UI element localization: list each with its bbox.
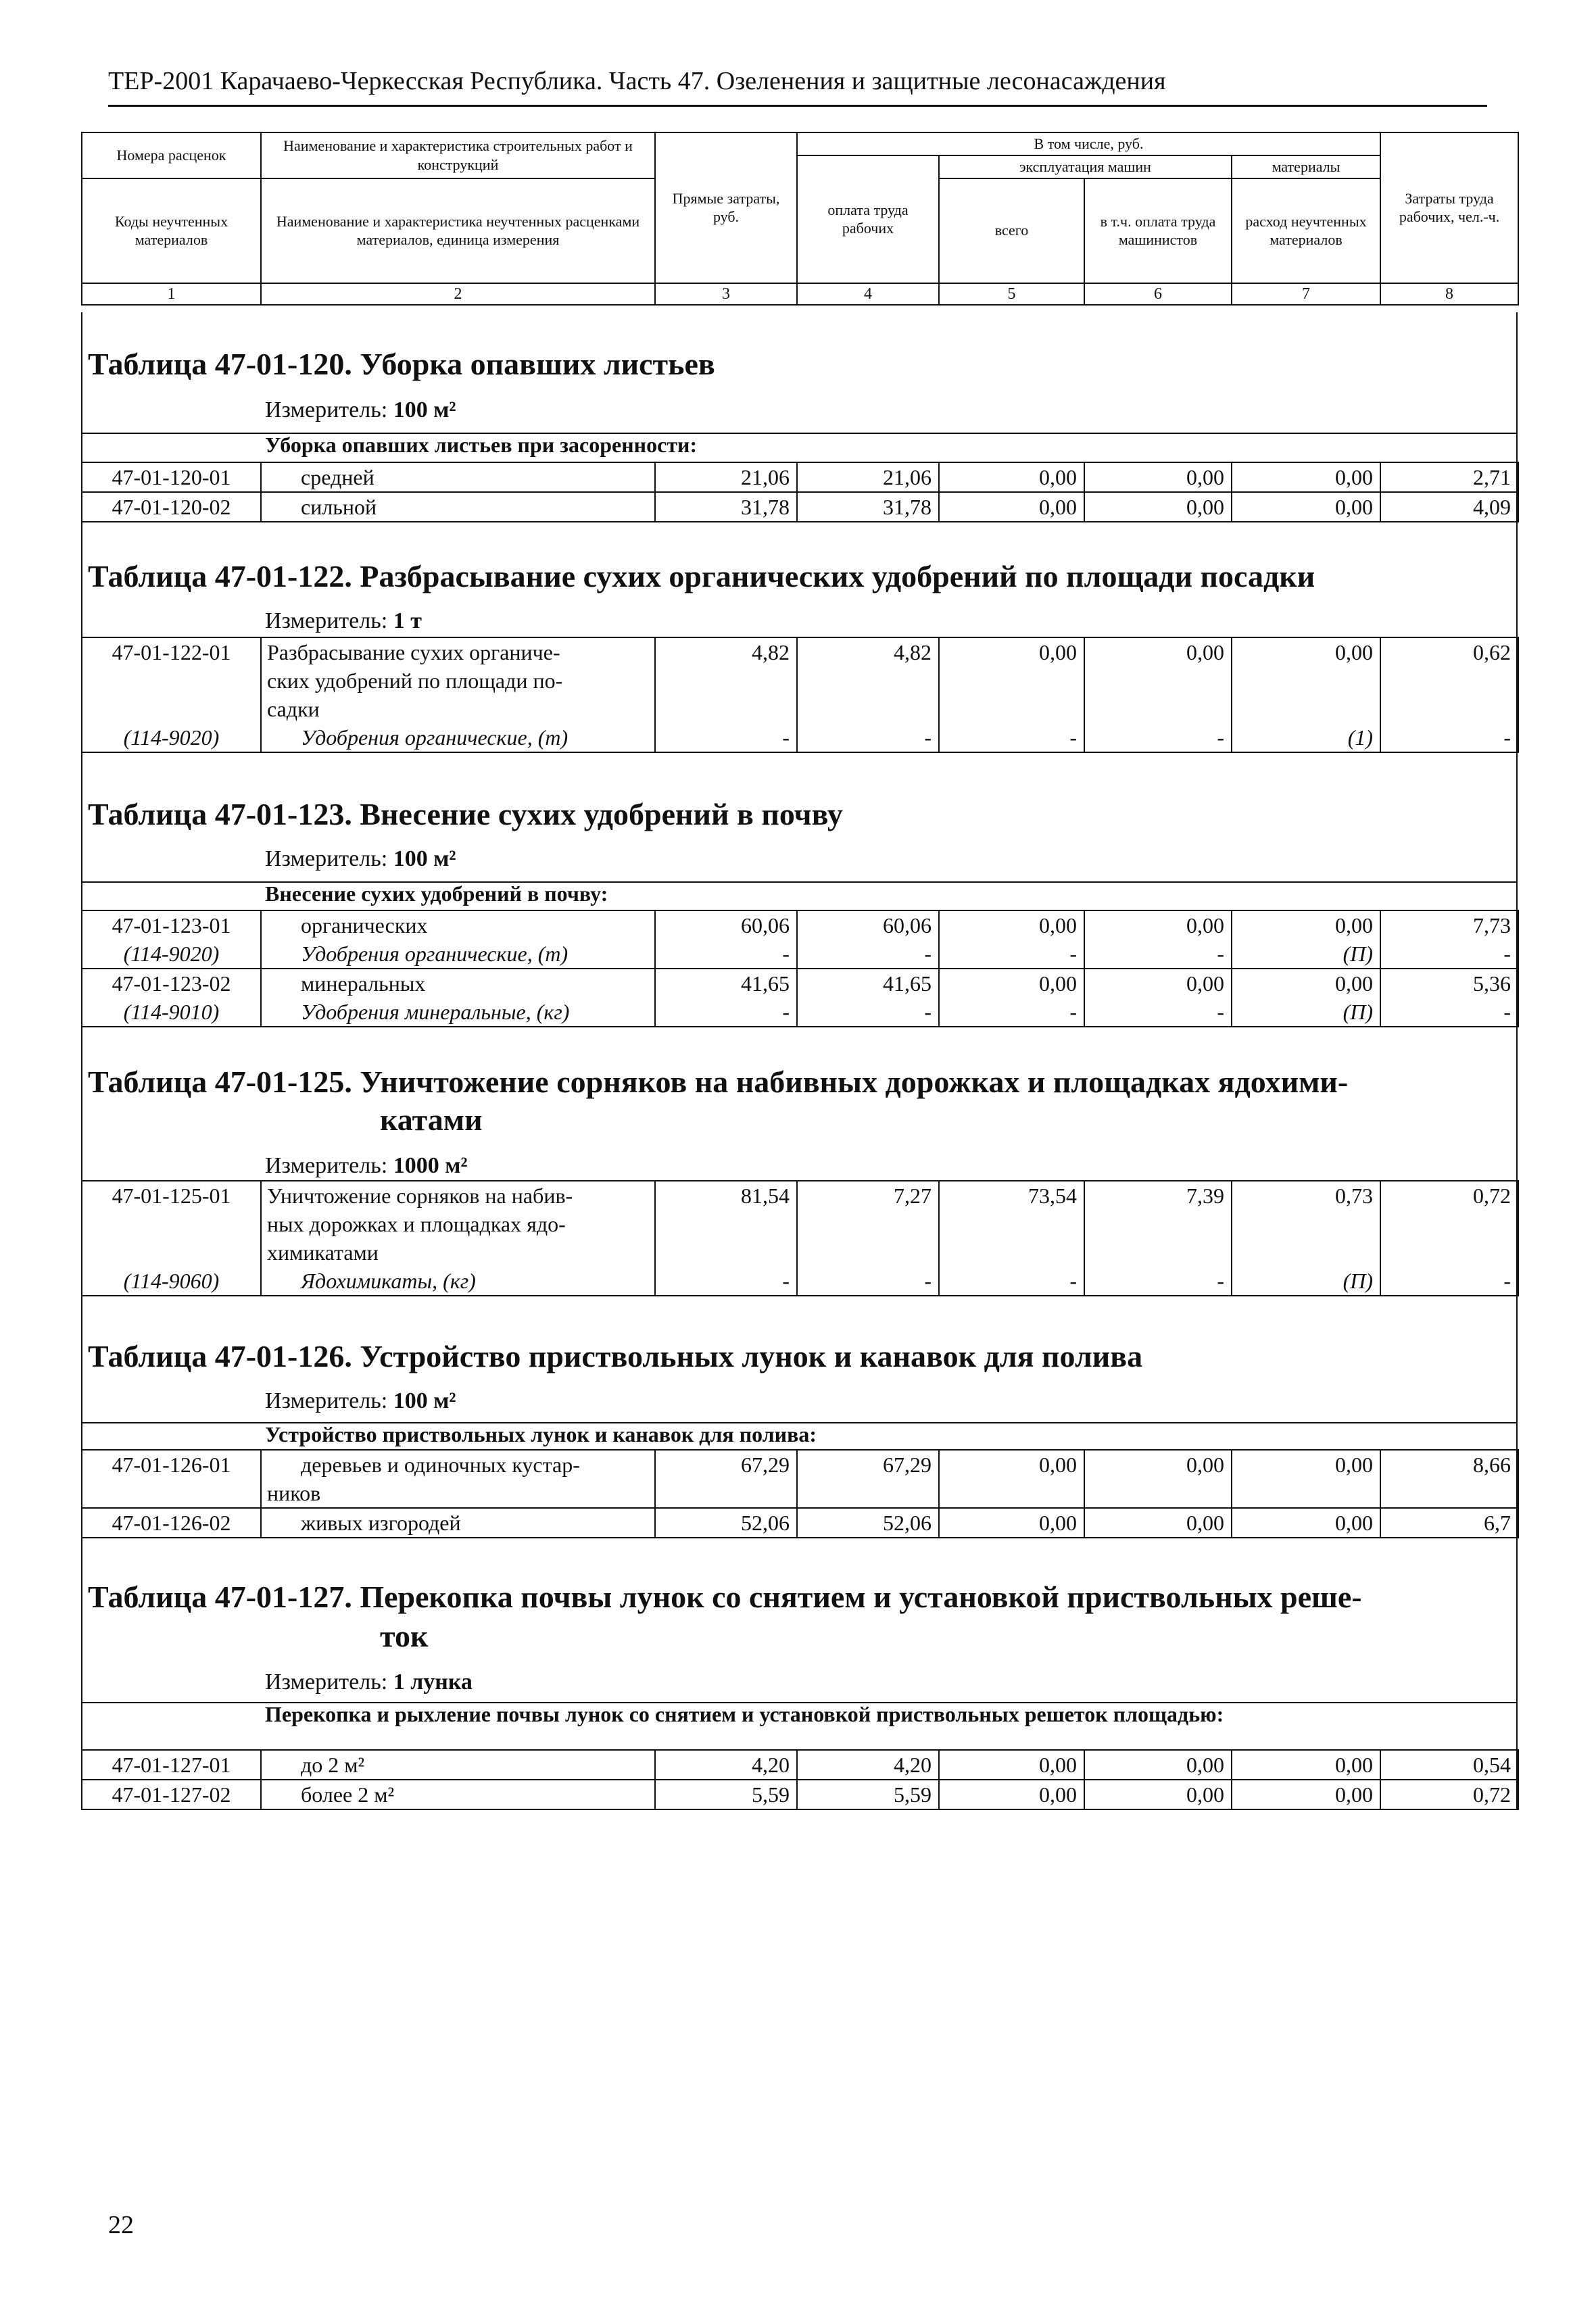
header-including: В том числе, руб. [797,132,1380,155]
text-line: ников [267,1481,321,1505]
header-labor-hours: Затраты труда рабочих, чел.-ч. [1380,132,1518,283]
rate-table [81,462,1519,522]
table-cell: 47-01-120-01 [82,462,261,492]
table-cell: (114-9020) [82,940,261,969]
table-cell: - [1084,940,1232,969]
header-material-consumption: расход неучтенных материалов [1232,178,1380,283]
table-cell: 47-01-122-01 [82,637,261,723]
table-cell: 47-01-126-01 [82,1450,261,1508]
header-machines-total: всего [939,178,1084,283]
table-cell: 81,54 [655,1181,797,1267]
table-row [82,910,1518,940]
table-cell: - [1380,940,1518,969]
header-worker-pay: оплата труда рабочих [797,155,939,283]
table-cell: более 2 м² [261,1780,655,1809]
text-line: Измеритель: [265,1388,388,1413]
table-cell: - [655,998,797,1027]
table-cell: 0,00 [1232,1508,1380,1538]
rate-table [81,1749,1519,1810]
table-title: Таблица 47-01-122. Разбрасывание сухих органических удобрений по площади посадки [88,559,1315,593]
table-row [82,492,1518,522]
column-number: 4 [797,283,939,305]
table-cell: 0,00 [939,1450,1084,1508]
table-row [82,998,1518,1027]
section-subtitle: Внесение сухих удобрений в почву: [265,881,608,906]
table-cell: 4,20 [797,1750,939,1780]
rate-table [81,1180,1519,1296]
table-cell: 4,82 [797,637,939,723]
header-code-top: Номера расценок [82,132,261,178]
table-cell: средней [261,462,655,492]
table-cell: 47-01-126-02 [82,1508,261,1538]
table-cell: - [655,940,797,969]
text-line: 1 лунка [393,1670,473,1695]
table-cell: 4,82 [655,637,797,723]
table-cell: 2,71 [1380,462,1518,492]
header-machine-operation: эксплуатация машин [939,155,1232,178]
column-number: 1 [82,283,261,305]
column-number: 5 [939,283,1084,305]
table-row [82,462,1518,492]
text-line: Измеритель: [265,846,388,871]
text-line: 100 м² [393,397,456,422]
table-cell: 52,06 [797,1508,939,1538]
table-cell: 0,00 [1232,1750,1380,1780]
column-number: 2 [261,283,655,305]
table-cell: - [797,1267,939,1296]
table-cell: 8,66 [1380,1450,1518,1508]
table-cell: 0,00 [939,637,1084,723]
text-line: 100 м² [393,846,456,871]
table-row [82,723,1518,752]
table-cell: 0,00 [1084,1750,1232,1780]
table-cell: 0,00 [1232,1780,1380,1809]
text-line: Измеритель: [265,1153,388,1178]
text-line: 1 т [393,608,422,633]
column-number: 7 [1232,283,1380,305]
table-cell: 0,00 [1232,637,1380,723]
meter [265,1153,468,1179]
meter [265,397,456,423]
table-cell: - [655,723,797,752]
table-cell: 7,27 [797,1181,939,1267]
table-cell: - [655,1267,797,1296]
text-line: Измеритель: [265,1670,388,1695]
table-row [82,637,1518,723]
table-cell: 60,06 [797,910,939,940]
header-machinist-pay: в т.ч. оплата труда машинистов [1084,178,1232,283]
table-cell: живых изгородей [261,1508,655,1538]
table-cell: 21,06 [655,462,797,492]
rate-table [81,1449,1519,1538]
table-row [82,1508,1518,1538]
table-cell: 21,06 [797,462,939,492]
table-cell: 0,62 [1380,637,1518,723]
table-cell: - [1084,723,1232,752]
table-cell: 47-01-120-02 [82,492,261,522]
table-cell: - [939,1267,1084,1296]
table-cell: 31,78 [797,492,939,522]
table-title-continuation: ток [380,1619,429,1653]
table-cell: 0,72 [1380,1780,1518,1809]
table-cell: - [939,998,1084,1027]
table-cell: 0,00 [1084,1780,1232,1809]
table-title: Таблица 47-01-126. Устройство приствольных лунок и канавок для полива [88,1339,1143,1373]
table-row [82,969,1518,998]
text-line: садки [267,697,320,721]
meter [265,1388,456,1414]
section-subtitle: Уборка опавших листьев при засоренности: [265,433,698,457]
table-cell: (1) [1232,723,1380,752]
table-cell: (114-9020) [82,723,261,752]
title-rule [108,105,1487,107]
table-cell: - [797,723,939,752]
table-cell: 31,78 [655,492,797,522]
text-line: 100 м² [393,1388,456,1413]
table-cell: 7,73 [1380,910,1518,940]
table-cell: 0,00 [1232,969,1380,998]
text-line: Разбрасывание сухих органиче- [267,640,560,664]
table-row [82,1780,1518,1809]
table-cell: 5,59 [655,1780,797,1809]
section-subtitle: Устройство приствольных лунок и канавок для полива: [265,1422,817,1446]
table-cell: 0,54 [1380,1750,1518,1780]
text-line: деревьев и одиночных кустар- [301,1453,580,1477]
table-cell: 0,00 [939,492,1084,522]
table-title: Таблица 47-01-125. Уничтожение сорняков на набивных дорожках и площадках ядохими- [88,1065,1349,1099]
table-title: Таблица 47-01-120. Уборка опавших листьев [88,347,715,381]
text-line: Измеритель: [265,397,388,422]
table-cell: 0,72 [1380,1181,1518,1267]
table-row [82,1267,1518,1296]
table-cell: - [939,940,1084,969]
table-title: Таблица 47-01-123. Внесение сухих удобрений в почву [88,797,843,831]
table-row [82,940,1518,969]
table-cell: 0,00 [1232,1450,1380,1508]
table-cell: 67,29 [655,1450,797,1508]
table-cell: - [1380,723,1518,752]
table-cell: Ядохимикаты, (кг) [261,1267,655,1296]
table-cell: 0,00 [1084,1450,1232,1508]
table-row [82,1750,1518,1780]
text-line: Измеритель: [265,608,388,633]
table-cell: - [797,940,939,969]
table-cell: 0,00 [939,462,1084,492]
table-cell: 0,00 [1232,910,1380,940]
table-cell: Удобрения органические, (т) [261,723,655,752]
table-cell: 47-01-127-02 [82,1780,261,1809]
table-cell: 5,59 [797,1780,939,1809]
table-cell: 60,06 [655,910,797,940]
table-cell: - [1380,1267,1518,1296]
table-cell: 41,65 [797,969,939,998]
table-cell: 0,00 [1084,910,1232,940]
header-code-bottom: Коды неучтенных материалов [82,178,261,283]
table-cell: 0,00 [1084,637,1232,723]
table-cell: 0,00 [1084,1508,1232,1538]
table-cell: 73,54 [939,1181,1084,1267]
table-cell: (П) [1232,998,1380,1027]
rate-table [81,637,1519,753]
column-number: 8 [1380,283,1518,305]
rate-table [81,910,1519,1027]
table-cell: сильной [261,492,655,522]
table-cell: до 2 м² [261,1750,655,1780]
table-cell: 0,00 [1232,462,1380,492]
text-line: химикатами [267,1240,379,1265]
meter [265,1670,473,1695]
table-cell: органических [261,910,655,940]
header-name-bottom: Наименование и характеристика неучтенных расценками материалов, единица измерения [261,178,655,283]
text-line: 1000 м² [393,1153,468,1178]
table-cell: (П) [1232,940,1380,969]
header-name-top: Наименование и характеристика строительных работ и конструкций [261,132,655,178]
table-cell: 47-01-125-01 [82,1181,261,1267]
column-header-table [81,132,1519,306]
table-title-continuation: катами [380,1102,483,1137]
table-cell: 41,65 [655,969,797,998]
text-line: Уничтожение сорняков на набив- [267,1184,573,1208]
table-cell: 5,36 [1380,969,1518,998]
table-cell: 0,73 [1232,1181,1380,1267]
table-cell [261,1450,655,1508]
table-cell: (114-9010) [82,998,261,1027]
column-number: 3 [655,283,797,305]
table-cell: 47-01-123-01 [82,910,261,940]
text-line: ных дорожках и площадках ядо- [267,1212,566,1236]
table-cell: 0,00 [939,969,1084,998]
table-cell: 0,00 [939,910,1084,940]
table-cell: 47-01-123-02 [82,969,261,998]
header-direct-costs: Прямые затраты, руб. [655,132,797,283]
table-cell: 6,7 [1380,1508,1518,1538]
table-cell: 67,29 [797,1450,939,1508]
column-number: 6 [1084,283,1232,305]
table-cell: 0,00 [1084,462,1232,492]
table-cell: 47-01-127-01 [82,1750,261,1780]
table-cell: 0,00 [939,1508,1084,1538]
table-cell: 0,00 [1232,492,1380,522]
table-cell: Удобрения органические, (т) [261,940,655,969]
table-cell: - [797,998,939,1027]
table-cell: 52,06 [655,1508,797,1538]
table-cell: 0,00 [1084,969,1232,998]
table-cell: - [1084,1267,1232,1296]
table-cell: 0,00 [939,1750,1084,1780]
table-cell: минеральных [261,969,655,998]
table-cell: 7,39 [1084,1181,1232,1267]
meter [265,608,422,634]
table-title: Таблица 47-01-127. Перекопка почвы лунок со снятием и установкой приствольных реше- [88,1580,1362,1614]
table-cell: - [1380,998,1518,1027]
header-materials: материалы [1232,155,1380,178]
table-cell: - [1084,998,1232,1027]
table-cell: 0,00 [1084,492,1232,522]
text-line: ских удобрений по площади по- [267,668,563,693]
table-cell: 4,20 [655,1750,797,1780]
table-cell: Удобрения минеральные, (кг) [261,998,655,1027]
table-cell: (114-9060) [82,1267,261,1296]
document-title: ТЕР-2001 Карачаево-Черкесская Республика. Часть 47. Озеленения и защитные лесонасаждения [108,67,1166,95]
table-row [82,1181,1518,1267]
table-cell [261,637,655,723]
table-cell: 4,09 [1380,492,1518,522]
table-cell: - [939,723,1084,752]
table-cell: (П) [1232,1267,1380,1296]
section-subtitle: Перекопка и рыхление почвы лунок со снятием и установкой приствольных решеток площадью: [265,1702,1224,1726]
table-cell: 0,00 [939,1780,1084,1809]
page-number: 22 [108,2211,134,2239]
table-cell [261,1181,655,1267]
table-row [82,1450,1518,1508]
meter [265,846,456,872]
